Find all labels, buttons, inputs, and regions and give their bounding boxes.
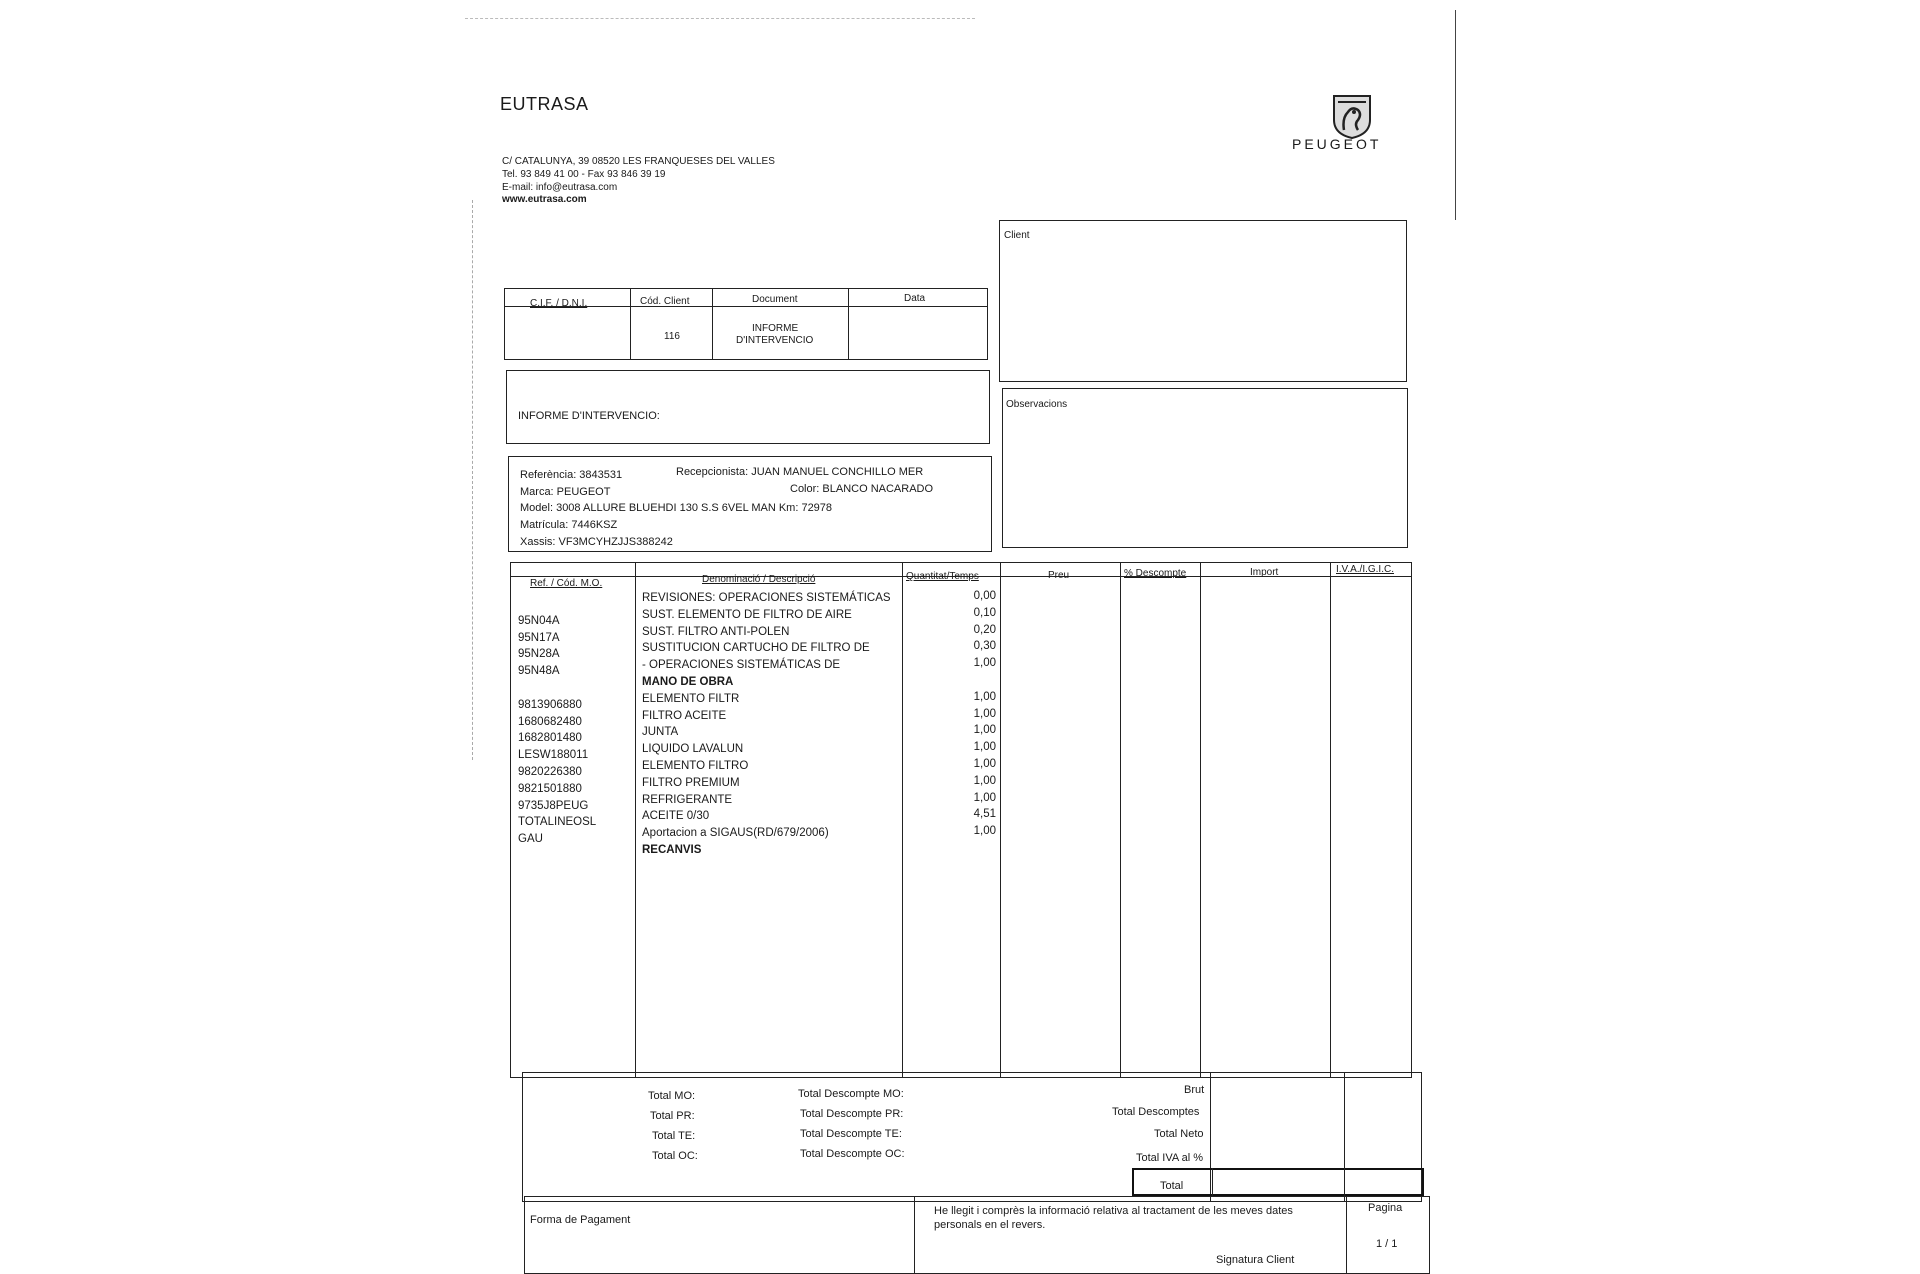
doc-col-line <box>630 288 631 360</box>
total-oc: Total OC: <box>652 1150 698 1162</box>
company-address: C/ CATALUNYA, 39 08520 LES FRANQUESES DEL VALLES <box>502 156 775 167</box>
total-iva-label: Total IVA al % <box>1136 1152 1204 1164</box>
table-row-desc: ELEMENTO FILTR <box>642 693 740 705</box>
cod-label: Cód. Client <box>640 296 690 307</box>
table-row-qty: 0,10 <box>973 607 996 619</box>
cod-value: 116 <box>664 331 680 342</box>
table-row-desc: FILTRO ACEITE <box>642 710 727 722</box>
total-mo: Total MO: <box>648 1090 696 1102</box>
table-row-desc: SUST. FILTRO ANTI-POLEN <box>642 626 790 638</box>
brand-name: PEUGEOT <box>1292 136 1382 152</box>
doc-value-line2: D'INTERVENCIO <box>736 335 814 346</box>
table-row-qty: 1,00 <box>973 775 996 787</box>
table-row-desc: SUSTITUCION CARTUCHO DE FILTRO DE <box>642 642 870 654</box>
header-price: Preu <box>1048 570 1070 581</box>
brut-label: Brut <box>1184 1084 1205 1096</box>
table-row-desc: MANO DE OBRA <box>642 676 734 688</box>
client-box <box>999 220 1407 382</box>
table-row-ref: 1682801480 <box>518 732 582 744</box>
vehicle-xassis: Xassis: VF3MCYHZJJS388242 <box>520 536 673 548</box>
table-row-qty: 1,00 <box>973 825 996 837</box>
table-row-desc: ELEMENTO FILTRO <box>642 760 749 772</box>
table-row-qty: 1,00 <box>973 741 996 753</box>
table-row-qty: 0,20 <box>973 624 996 636</box>
table-row-ref: LESW188011 <box>518 749 589 761</box>
header-iva: I.V.A./I.G.I.C. <box>1336 564 1394 575</box>
total-descomptes-label: Total Descomptes <box>1112 1106 1200 1118</box>
table-row-ref: 95N17A <box>518 632 560 644</box>
table-row-ref: TOTALINEOSL <box>518 816 597 828</box>
table-row-qty: 0,00 <box>973 590 996 602</box>
doc-label: Document <box>752 294 798 305</box>
table-row-desc: RECANVIS <box>642 844 702 856</box>
table-row-desc: Aportacion a SIGAUS(RD/679/2006) <box>642 827 829 839</box>
table-row-qty: 1,00 <box>973 691 996 703</box>
header-disc: % Descompte <box>1124 568 1187 579</box>
desc-oc: Total Descompte OC: <box>800 1148 905 1160</box>
table-row-ref: 9821501880 <box>518 783 582 795</box>
client-label: Client <box>1004 230 1030 241</box>
vehicle-model: Model: 3008 ALLURE BLUEHDI 130 S.S 6VEL MAN Km: 72978 <box>520 502 833 514</box>
table-row-desc: REFRIGERANTE <box>642 794 733 806</box>
cif-label: C.I.F. / D.N.I. <box>530 298 588 309</box>
signatura-client: Signatura Client <box>1216 1254 1295 1266</box>
company-web: www.eutrasa.com <box>502 194 587 205</box>
table-row-qty: 1,00 <box>973 657 996 669</box>
table-row-ref: 95N28A <box>518 648 560 660</box>
table-row-desc: REVISIONES: OPERACIONES SISTEMÁTICAS <box>642 592 891 604</box>
company-name: EUTRASA <box>500 94 589 114</box>
table-row-desc: FILTRO PREMIUM <box>642 777 740 789</box>
table-row-qty: 1,00 <box>973 792 996 804</box>
table-row-ref: 95N04A <box>518 615 560 627</box>
vehicle-color: Color: BLANCO NACARADO <box>790 483 934 495</box>
table-row-qty: 1,00 <box>973 724 996 736</box>
data-label: Data <box>904 293 926 304</box>
pagina-label: Pagina <box>1368 1202 1403 1214</box>
desc-pr: Total Descompte PR: <box>800 1108 904 1120</box>
col-line-price <box>1120 562 1121 1078</box>
scan-right-edge <box>1455 10 1456 220</box>
col-line-ref <box>635 562 636 1078</box>
table-row-desc: - OPERACIONES SISTEMÁTICAS DE <box>642 659 841 671</box>
doc-value-line1: INFORME <box>752 323 799 334</box>
total-label: Total <box>1160 1180 1184 1192</box>
company-phone: Tel. 93 849 41 00 - Fax 93 846 39 19 <box>502 169 666 180</box>
vehicle-referencia: Referència: 3843531 <box>520 469 623 481</box>
scan-left-edge <box>472 200 473 760</box>
table-row-ref: 9820226380 <box>518 766 582 778</box>
table-row-qty: 4,51 <box>973 808 996 820</box>
table-row-qty: 0,30 <box>973 640 996 652</box>
informe-box <box>506 370 990 444</box>
desc-te: Total Descompte TE: <box>800 1128 902 1140</box>
table-row-ref: 95N48A <box>518 665 560 677</box>
total-neto-label: Total Neto <box>1154 1128 1204 1140</box>
header-import: Import <box>1250 567 1279 578</box>
informe-title: INFORME D'INTERVENCIO: <box>518 410 660 422</box>
forma-pagament: Forma de Pagament <box>530 1214 631 1226</box>
table-row-ref: 9813906880 <box>518 699 582 711</box>
peugeot-lion-icon <box>1328 90 1376 140</box>
legal-text: He llegit i comprès la informació relativa al tractament de les meves dates personals en el revers. <box>934 1205 1293 1231</box>
col-line-disc <box>1200 562 1201 1078</box>
table-row-ref: GAU <box>518 833 543 845</box>
company-email: E-mail: info@eutrasa.com <box>502 182 618 193</box>
footer-col-line <box>1346 1196 1347 1274</box>
vehicle-marca: Marca: PEUGEOT <box>520 486 611 498</box>
doc-col-line <box>712 288 713 360</box>
doc-col-line <box>848 288 849 360</box>
vehicle-recepcionista: Recepcionista: JUAN MANUEL CONCHILLO MER <box>676 466 924 478</box>
header-qty: Quantitat/Temps <box>906 571 979 582</box>
col-line-qty <box>1000 562 1001 1078</box>
total-box-divider <box>1344 1168 1345 1196</box>
total-pr: Total PR: <box>650 1110 695 1122</box>
header-desc: Denominació / Descripció <box>702 574 816 585</box>
table-row-desc: LIQUIDO LAVALUN <box>642 743 744 755</box>
total-te: Total TE: <box>652 1130 696 1142</box>
scan-top-edge <box>465 18 975 19</box>
desc-mo: Total Descompte MO: <box>798 1088 904 1100</box>
table-row-desc: JUNTA <box>642 726 679 738</box>
pagina-value: 1 / 1 <box>1376 1238 1398 1250</box>
table-row-qty: 1,00 <box>973 708 996 720</box>
table-row-qty: 1,00 <box>973 758 996 770</box>
table-row-ref: 1680682480 <box>518 716 582 728</box>
vehicle-matricula: Matrícula: 7446KSZ <box>520 519 618 531</box>
table-row-desc: SUST. ELEMENTO DE FILTRO DE AIRE <box>642 609 852 621</box>
header-ref: Ref. / Cód. M.O. <box>530 578 603 589</box>
observ-label: Observacions <box>1006 399 1068 410</box>
table-row-desc: ACEITE 0/30 <box>642 810 710 822</box>
col-line-import <box>1330 562 1331 1078</box>
total-box-divider <box>1212 1168 1213 1196</box>
table-row-ref: 9735J8PEUG <box>518 800 589 812</box>
col-line-desc <box>902 562 903 1078</box>
footer-col-line <box>914 1196 915 1274</box>
observ-box <box>1002 388 1408 548</box>
